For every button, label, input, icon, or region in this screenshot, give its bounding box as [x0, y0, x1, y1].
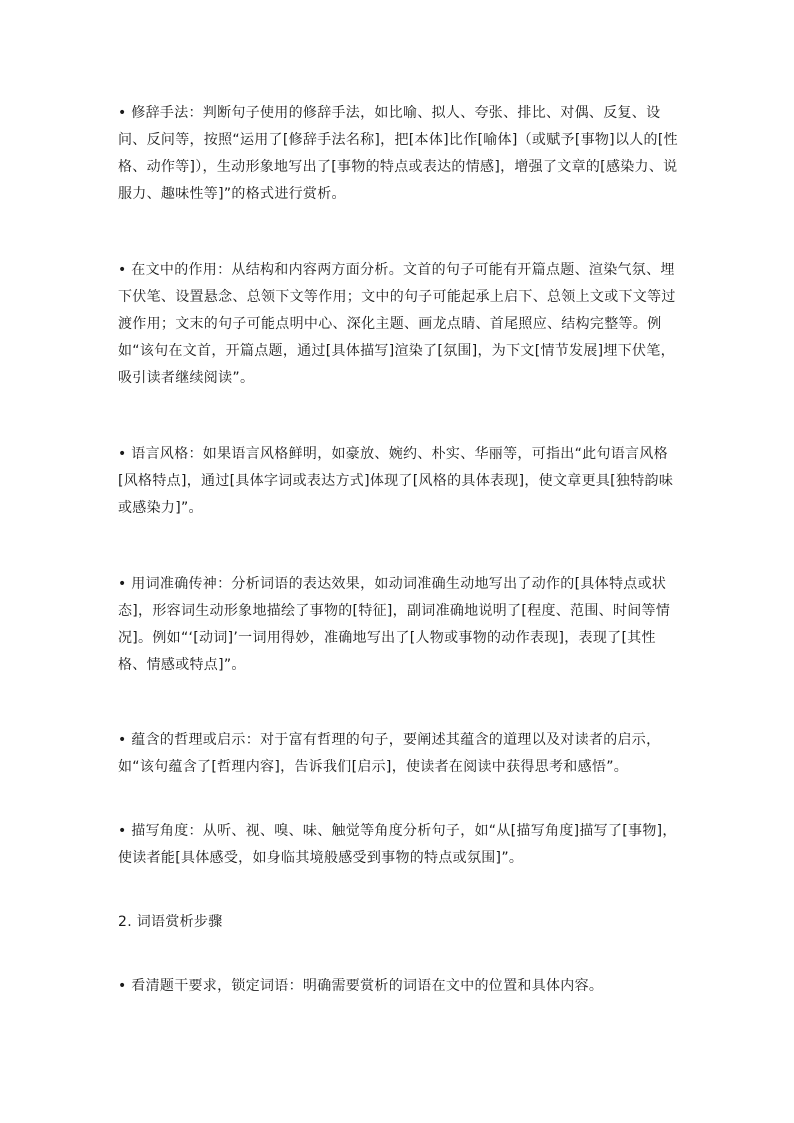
paragraph-language-style: • 语言风格：如果语言风格鲜明，如豪放、婉约、朴实、华丽等，可指出“此句语言风格[风格特点]，通过[具体字词或表达方式]体现了[风格的具体表现]，使文章更具[独特韵味或感染力]”。 [118, 446, 674, 516]
section-heading: 2. 词语赏析步骤 [118, 914, 223, 930]
paragraph-description-angle: • 描写角度：从听、视、嗅、味、触觉等角度分析句子，如“从[描写角度]描写了[事物]，使读者能[具体感受，如身临其境般感受到事物的特点或氛围]”。 [118, 823, 677, 866]
paragraph-word-choice: • 用词准确传神：分析词语的表达效果，如动词准确生动地写出了动作的[具体特点或状态]，形容词生动形象地描绘了事物的[特征]，副词准确地说明了[程度、范围、时间等情况]。例如“‘[动词]’一词用得妙，准确地写出了[人物或事物的动作表现]，表现了[其性格、情感或特点]”。 [118, 576, 671, 673]
paragraph-word-analysis-step: • 看清题干要求，锁定词语：明确需要赏析的词语在文中的位置和具体内容。 [118, 978, 604, 994]
paragraph-function-in-text: • 在文中的作用：从结构和内容两方面分析。文首的句子可能有开篇点题、渲染气氛、埋下伏笔、设置悬念、总领下文等作用；文中的句子可能起承上启下、总领上文或下文等过渡作用；文末的句子可能点明中心、深化主题、画龙点睛、首尾照应、结构完整等。例如“该句在文首，开篇点题，通过[具体描写]渲染了[氛围]，为下文[情节发展]埋下伏笔，吸引读者继续阅读”。 [118, 262, 676, 386]
paragraph-rhetoric: • 修辞手法：判断句子使用的修辞手法，如比喻、拟人、夸张、排比、对偶、反复、设问、反问等，按照“运用了[修辞手法名称]，把[本体]比作[喻体]（或赋予[事物]以人的[性格、动作等]），生动形象地写出了[事物的特点或表达的情感]，增强了文章的[感染力、说服力、趣味性等]”的格式进行赏析。 [118, 105, 678, 202]
paragraph-philosophy: • 蕴含的哲理或启示：对于富有哲理的句子，要阐述其蕴含的道理以及对读者的启示，如“该句蕴含了[哲理内容]，告诉我们[启示]，使读者在阅读中获得思考和感悟”。 [118, 732, 661, 775]
